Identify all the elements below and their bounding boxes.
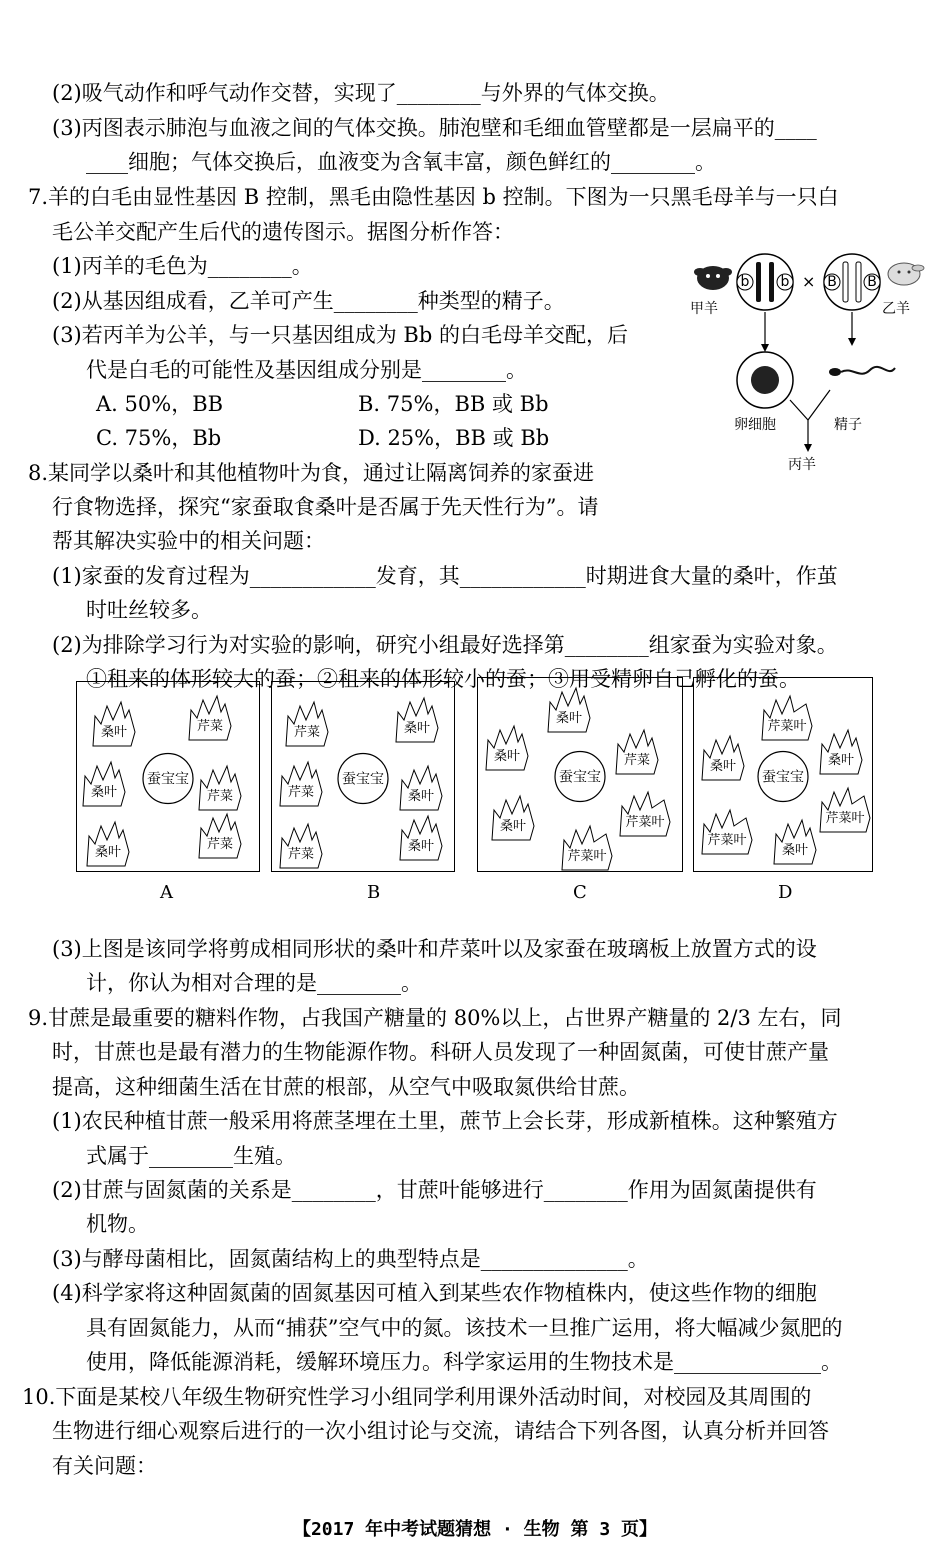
- leaf-label: 桑叶: [403, 721, 431, 736]
- celery-leaf: [616, 730, 658, 774]
- leaf-label: 桑叶: [827, 753, 855, 768]
- leaf-label: 芹菜叶: [567, 849, 607, 864]
- leaf-label: 桑叶: [493, 749, 521, 764]
- leaf-label: 芹菜: [206, 789, 234, 804]
- q6-sub2: (2)吸气动作和呼气动作交替，实现了________与外界的气体交换。: [52, 81, 670, 105]
- celery-leaf: [189, 696, 231, 740]
- experiment-drawing: [694, 678, 872, 871]
- mulberry-leaf: [93, 702, 135, 746]
- mulberry-leaf: [486, 726, 528, 770]
- leaf-label: 桑叶: [781, 843, 809, 858]
- mulberry-leaf: [83, 762, 125, 806]
- q7-option-d: D. 25%，BB 或 Bb: [358, 426, 550, 450]
- experiment-box-b: [271, 681, 455, 872]
- q7-sub1: (1)丙羊的毛色为________。: [52, 254, 313, 278]
- q9-sub1-line2: 式属于________生殖。: [86, 1144, 296, 1168]
- q6-sub3-line1: (3)丙图表示肺泡与血液之间的气体交换。肺泡壁和毛细血管壁都是一层扁平的____: [52, 116, 817, 140]
- leaf-label: 芹菜叶: [625, 815, 665, 830]
- egg-cell-icon: [737, 352, 793, 408]
- q10-stem-line1: 10.下面是某校八年级生物研究性学习小组同学利用课外活动时间，对校园及其周围的: [22, 1385, 812, 1409]
- q8-sub1-line2: 时吐丝较多。: [86, 598, 212, 622]
- celery-leaf: [702, 810, 752, 854]
- mulberry-leaf: [548, 688, 590, 732]
- celery-leaf: [562, 826, 612, 870]
- box-d-caption: D: [778, 882, 793, 903]
- leaf-label: 芹菜: [287, 785, 315, 800]
- leaf-label: 芹菜: [623, 753, 651, 768]
- q7-sub2: (2)从基因组成看，乙羊可产生________种类型的精子。: [52, 289, 565, 313]
- celery-leaf: [199, 814, 241, 858]
- leaf-label: 芹菜: [287, 847, 315, 862]
- silkworm-circle: [555, 752, 605, 802]
- celery-leaf: [286, 702, 328, 746]
- page-footer: 【2017 年中考试题猜想 · 生物 第 3 页】: [292, 1519, 658, 1540]
- mulberry-leaf: [396, 698, 438, 742]
- celery-leaf: [820, 788, 870, 832]
- q7-sub3-line1: (3)若丙羊为公羊，与一只基因组成为 Bb 的白毛母羊交配，后: [52, 323, 628, 347]
- box-b-caption: B: [367, 882, 381, 903]
- leaf-label: 桑叶: [94, 845, 122, 860]
- q9-sub2-line1: (2)甘蔗与固氮菌的关系是________，甘蔗叶能够进行________作用为固氮菌提供有: [52, 1178, 817, 1202]
- q8-sub2-line1: (2)为排除学习行为对实验的影响，研究小组最好选择第________组家蚕为实验对象。: [52, 633, 838, 657]
- q9-stem-line3: 提高，这种细菌生活在甘蔗的根部，从空气中吸取氮供给甘蔗。: [52, 1075, 640, 1099]
- leaf-label: 桑叶: [100, 725, 128, 740]
- silkworm-label: 蚕宝宝: [559, 769, 601, 786]
- leaf-label: 芹菜: [293, 725, 321, 740]
- q9-sub2-line2: 机物。: [86, 1212, 149, 1236]
- celery-leaf: [762, 696, 812, 740]
- mulberry-leaf: [400, 816, 442, 860]
- jia-sheep-label: 甲羊: [690, 301, 718, 317]
- q9-stem-line1: 9.甘蔗是最重要的糖料作物，占我国产糖量的 80%以上，占世界产糖量的 2/3 左右，同: [28, 1006, 842, 1030]
- celery-leaf: [620, 792, 670, 836]
- q9-stem-line2: 时，甘蔗也是最有潜力的生物能源作物。科研人员发现了一种固氮菌，可使甘蔗产量: [52, 1040, 829, 1064]
- genetics-figure: [690, 250, 930, 480]
- q8-stem-line1: 8.某同学以桑叶和其他植物叶为食，通过让隔离饲养的家蚕进: [28, 461, 595, 485]
- right-allele-2: B: [867, 274, 877, 290]
- egg-cell-label: 卵细胞: [734, 417, 776, 433]
- q7-sub3-line2: 代是白毛的可能性及基因组成分别是________。: [86, 358, 527, 382]
- q7-stem-line2: 毛公羊交配产生后代的遗传图示。据图分析作答：: [52, 220, 514, 244]
- q8-stem-line3: 帮其解决实验中的相关问题：: [52, 529, 325, 553]
- experiment-box-d: [693, 677, 873, 872]
- q7-option-a: A. 50%，BB: [96, 392, 224, 416]
- sperm-label: 精子: [834, 417, 862, 433]
- black-sheep-icon: [694, 266, 732, 290]
- leaf-label: 桑叶: [499, 819, 527, 834]
- leaf-label: 桑叶: [407, 839, 435, 854]
- celery-leaf: [280, 824, 322, 868]
- mulberry-leaf: [702, 736, 744, 780]
- silkworm-label: 蚕宝宝: [342, 771, 384, 788]
- leaf-label: 芹菜叶: [767, 719, 807, 734]
- experiment-drawing: [77, 682, 259, 871]
- q9-sub1-line1: (1)农民种植甘蔗一般采用将蔗茎埋在土里，蔗节上会长芽，形成新植株。这种繁殖方: [52, 1109, 838, 1133]
- q7-option-b: B. 75%，BB 或 Bb: [358, 392, 549, 416]
- q8-sub1-line1: (1)家蚕的发育过程为____________发育，其____________时期进食大量的桑叶，作茧: [52, 564, 838, 588]
- mulberry-leaf: [820, 730, 862, 774]
- q8-sub3-line1: (3)上图是该同学将剪成相同形状的桑叶和芹菜叶以及家蚕在玻璃板上放置方式的设: [52, 937, 817, 961]
- mulberry-leaf: [774, 820, 816, 864]
- leaf-label: 芹菜叶: [825, 811, 865, 826]
- q6-sub3-line2: ____细胞；气体交换后，血液变为含氧丰富，颜色鲜红的________。: [86, 150, 716, 174]
- leaf-label: 桑叶: [709, 759, 737, 774]
- q10-stem-line3: 有关问题：: [52, 1454, 157, 1478]
- q8-sub3-line2: 计，你认为相对合理的是________。: [86, 971, 422, 995]
- mulberry-leaf: [87, 822, 129, 866]
- white-sheep-icon: [888, 263, 924, 285]
- mulberry-leaf: [400, 766, 442, 810]
- celery-leaf: [199, 766, 241, 810]
- celery-leaf: [280, 762, 322, 806]
- leaf-label: 芹菜叶: [707, 833, 747, 848]
- q9-sub4-line2: 具有固氮能力，从而“捕获”空气中的氮。该技术一旦推广运用，将大幅减少氮肥的: [86, 1316, 843, 1340]
- offspring-label: 丙羊: [788, 457, 816, 473]
- experiment-drawing: [478, 678, 682, 871]
- q10-stem-line2: 生物进行细心观察后进行的一次小组讨论与交流，请结合下列各图，认真分析并回答: [52, 1419, 829, 1443]
- left-allele-1: b: [740, 274, 750, 290]
- silkworm-label: 蚕宝宝: [147, 771, 189, 788]
- silkworm-circle: [338, 754, 388, 804]
- cross-symbol: ×: [802, 272, 816, 291]
- silkworm-label: 蚕宝宝: [762, 769, 804, 786]
- box-c-caption: C: [573, 882, 587, 903]
- q9-sub3: (3)与酵母菌相比，固氮菌结构上的典型特点是______________。: [52, 1247, 649, 1271]
- experiment-box-a: [76, 681, 260, 872]
- leaf-label: 桑叶: [90, 785, 118, 800]
- q9-sub4-line3: 使用，降低能源消耗，缓解环境压力。科学家运用的生物技术是______________。: [86, 1350, 842, 1374]
- right-allele-1: B: [827, 274, 837, 290]
- silkworm-circle: [758, 752, 808, 802]
- leaf-label: 芹菜: [196, 719, 224, 734]
- leaf-label: 芹菜: [206, 837, 234, 852]
- yi-sheep-label: 乙羊: [882, 301, 910, 317]
- q7-stem-line1: 7.羊的白毛由显性基因 B 控制，黑毛由隐性基因 b 控制。下图为一只黑毛母羊与一只白: [28, 185, 839, 209]
- q7-option-c: C. 75%，Bb: [96, 426, 222, 450]
- leaf-label: 桑叶: [555, 711, 583, 726]
- q9-sub4-line1: (4)科学家将这种固氮菌的固氮基因可植入到某些农作物植株内，使这些作物的细胞: [52, 1281, 817, 1305]
- q8-stem-line2: 行食物选择，探究“家蚕取食桑叶是否属于先天性行为”。请: [52, 495, 599, 519]
- leaf-label: 桑叶: [407, 789, 435, 804]
- box-a-caption: A: [160, 882, 173, 903]
- q8-sub2-line2: ①租来的体形较大的蚕；②租来的体形较小的蚕；③用受精卵自己孵化的蚕。: [86, 667, 800, 691]
- silkworm-circle: [143, 754, 193, 804]
- experiment-drawing: [272, 682, 454, 871]
- mulberry-leaf: [492, 796, 534, 840]
- sperm-icon: [829, 367, 895, 376]
- experiment-box-c: [477, 677, 683, 872]
- left-allele-2: b: [780, 274, 790, 290]
